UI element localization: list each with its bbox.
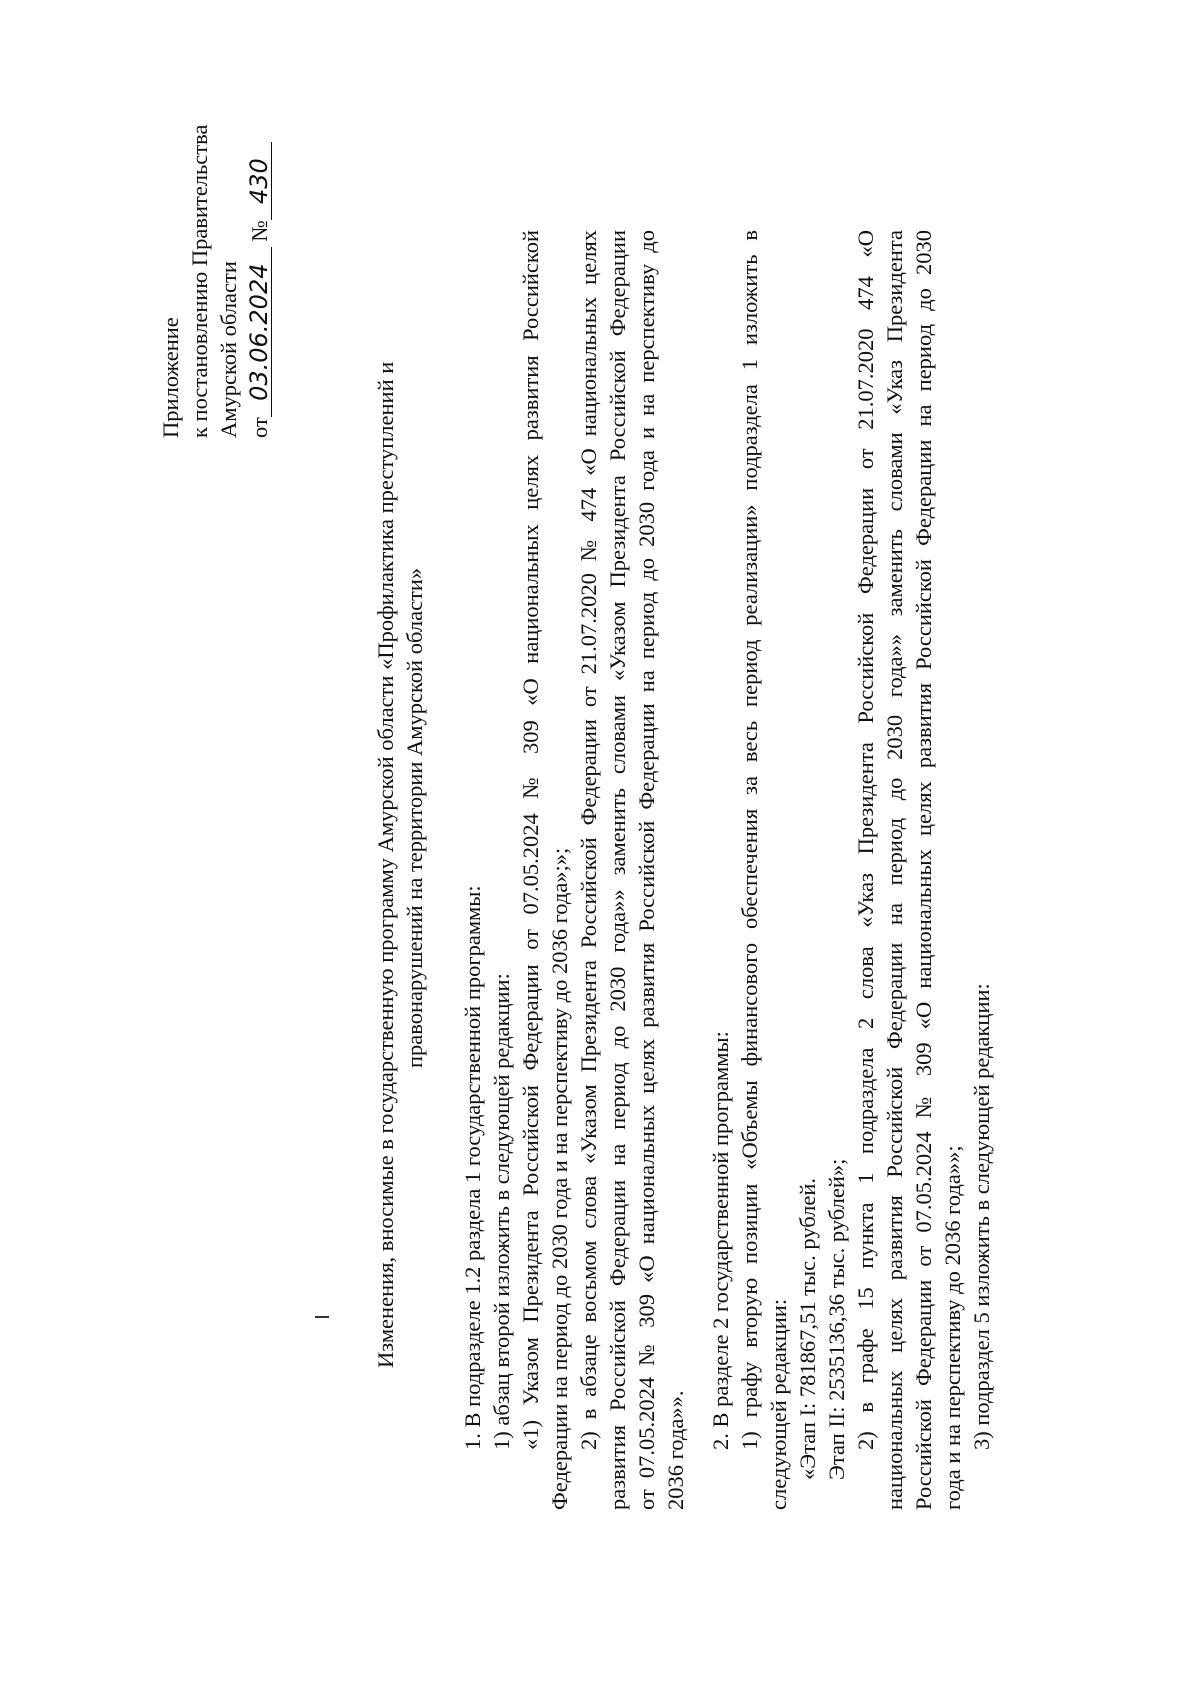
body-line-17: года и на перспективу до 2036 года»»; <box>940 1145 965 1510</box>
document-title-line-2: правонарушений на территории Амурской области» <box>402 567 427 1068</box>
scan-mark <box>315 1316 329 1318</box>
body-line-11: следующей редакции: <box>766 1298 791 1510</box>
body-line-3: «1) Указом Президента Российской Федерации от 07.05.2024 № 309 «О национальных целях развития Российской <box>518 230 543 1450</box>
number-label: № <box>247 220 272 242</box>
body-line-18: 3) подраздел 5 изложить в следующей редакции: <box>969 983 994 1450</box>
body-line-1: 1. В подразделе 1.2 раздела 1 государственной программы: <box>460 885 485 1450</box>
document-title-line-1: Изменения, вносимые в государственную программу Амурской области «Профилактика преступлений и <box>373 361 398 1368</box>
body-line-13: Этап II: 2535136,36 тыс. рублей»; <box>824 1158 849 1480</box>
body-line-5: 2) в абзаце восьмом слова «Указом Президента Российской Федерации от 21.07.2020 № 474 «О национальных целях <box>576 230 601 1450</box>
body-line-16: Российской Федерации от 07.05.2024 № 309 «О национальных целях развития Российской Федерации на период до 2030 <box>911 230 936 1510</box>
attachment-decree-line: к постановлению Правительства <box>187 124 212 438</box>
body-line-7: от 07.05.2024 № 309 «О национальных целях развития Российской Федерации на период до 2030 года и на перспективу до <box>634 230 659 1510</box>
date-prefix: от <box>247 417 272 438</box>
body-line-8: 2036 года»». <box>663 1390 688 1510</box>
body-line-6: развития Российской Федерации на период до 2030 года»» заменить словами «Указом Президента Российской Федерации <box>605 230 630 1510</box>
handwritten-date: 03.06.2024 <box>247 247 272 417</box>
body-line-4: Федерации на период до 2030 года и на перспективу до 2036 года»;»; <box>547 847 572 1510</box>
handwritten-number: 430 <box>247 142 272 220</box>
attachment-date-line <box>247 142 272 438</box>
body-line-2: 1) абзац второй изложить в следующей редакции: <box>489 973 514 1450</box>
body-line-12: «Этап I: 781867,51 тыс. рублей. <box>795 1177 820 1480</box>
body-line-15: национальных целях развития Российской Федерации на период до 2030 года»» заменить словами «Указ Президента <box>882 230 907 1510</box>
attachment-title: Приложение <box>158 317 183 438</box>
body-line-10: 1) графу вторую позиции «Объемы финансового обеспечения за весь период реализации» подраздела 1 изложить в <box>737 230 762 1450</box>
body-line-9: 2. В разделе 2 государственной программы: <box>708 1031 733 1450</box>
body-line-14: 2) в графе 15 пункта 1 подраздела 2 слова «Указ Президента Российской Федерации от 21.07.2020 474 «О <box>853 230 878 1450</box>
attachment-region-line: Амурской области <box>216 261 241 438</box>
